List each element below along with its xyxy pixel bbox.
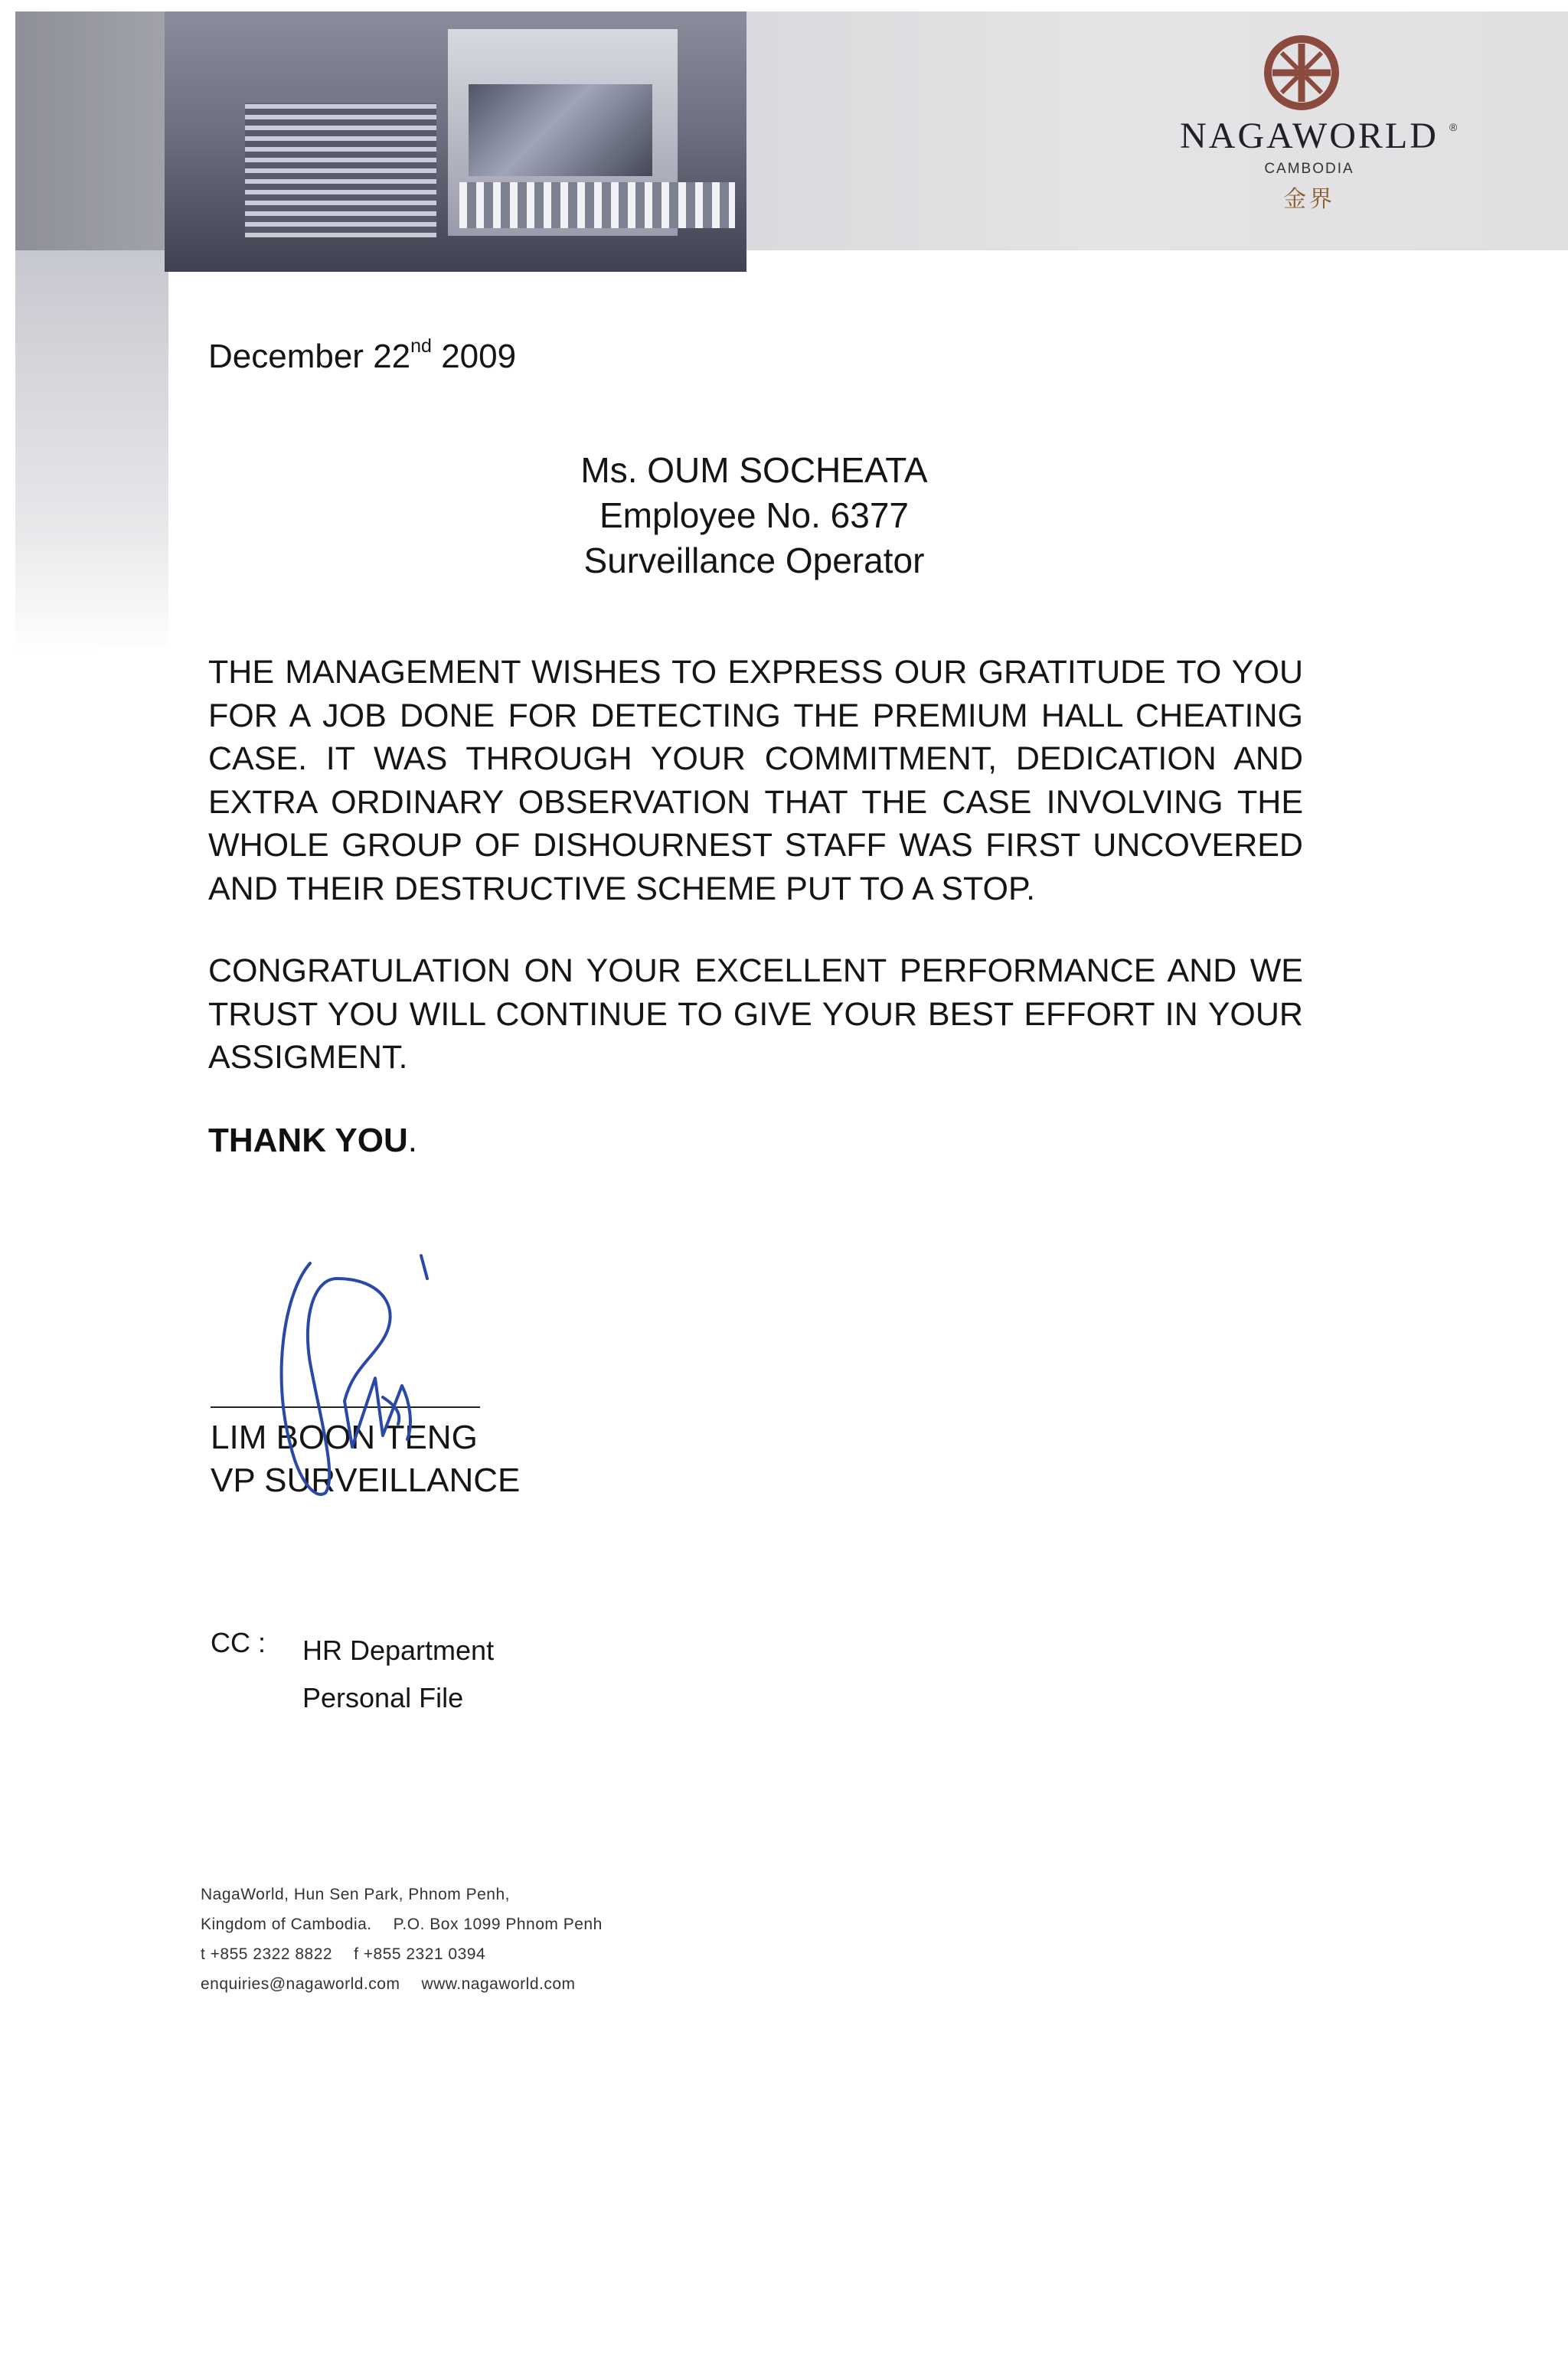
footer-website-link[interactable]: www.nagaworld.com — [421, 1975, 576, 1993]
paragraph-line: CASE. IT WAS THROUGH YOUR COMMITMENT, DEDICATION AND — [208, 740, 1303, 777]
recipient-block — [452, 448, 1057, 583]
paragraph-line: FOR A JOB DONE FOR DETECTING THE PREMIUM HALL CHEATING — [208, 697, 1303, 734]
brand-subtitle: CAMBODIA — [1264, 161, 1354, 177]
body-paragraph-2 — [208, 949, 1303, 1080]
letter-date — [208, 335, 516, 376]
paragraph-line: THE MANAGEMENT WISHES TO EXPRESS OUR GRATITUDE TO YOU — [208, 654, 1303, 691]
footer-address-line — [201, 1909, 603, 1939]
brand-chinese-name: 金界 — [1283, 187, 1335, 212]
footer-telephone: t +855 2322 8822 — [201, 1945, 333, 1963]
cc-recipients — [302, 1627, 494, 1722]
recipient-position: Surveillance Operator — [583, 541, 925, 580]
closing-thank-you: THANK YOU — [208, 1122, 408, 1159]
footer-web-line — [201, 1969, 603, 1999]
paragraph-line: CONGRATULATION ON YOUR EXCELLENT PERFORMANCE AND WE — [208, 952, 1303, 989]
nagaworld-logo-icon — [1263, 34, 1340, 111]
body-paragraph-1 — [208, 651, 1303, 910]
paragraph-line: TRUST YOU WILL CONTINUE TO GIVE YOUR BEST EFFORT IN YOUR — [208, 995, 1303, 1033]
date-ordinal: nd — [410, 335, 432, 357]
footer-fax: f +855 2321 0394 — [354, 1945, 486, 1963]
footer-po-box: P.O. Box 1099 Phnom Penh — [393, 1916, 603, 1933]
footer-email-link[interactable]: enquiries@nagaworld.com — [201, 1975, 400, 1993]
signer-title: VP SURVEILLANCE — [211, 1462, 521, 1499]
footer-address-line: NagaWorld, Hun Sen Park, Phnom Penh, — [201, 1886, 510, 1903]
date-year: 2009 — [441, 338, 517, 375]
hotel-building-image — [245, 103, 436, 237]
closing-period: . — [407, 1122, 417, 1159]
footer-country: Kingdom of Cambodia. — [201, 1916, 372, 1933]
paragraph-line: AND THEIR DESTRUCTIVE SCHEME PUT TO A STOP. — [208, 870, 1036, 907]
handwritten-signature — [268, 1248, 452, 1508]
cc-recipient: HR Department — [302, 1635, 495, 1666]
paragraph-line: WHOLE GROUP OF DISHOURNEST STAFF WAS FIRST UNCOVERED — [208, 827, 1303, 864]
date-day: December 22 — [208, 338, 411, 375]
registered-mark: ® — [1449, 121, 1458, 133]
paragraph-line: ASSIGMENT. — [208, 1039, 408, 1076]
cc-label: CC : — [211, 1627, 266, 1658]
cc-recipient: Personal File — [302, 1682, 464, 1713]
billboard-image — [469, 84, 652, 176]
signer-name: LIM BOON TENG — [211, 1419, 478, 1456]
recipient-name: Ms. OUM SOCHEATA — [580, 450, 928, 490]
footer-contact-line — [201, 1939, 603, 1969]
recipient-employee-number: Employee No. 6377 — [599, 495, 910, 535]
brand-name: NAGAWORLD — [1180, 116, 1439, 156]
building-lights-image — [459, 182, 735, 228]
letterhead-side-cutout — [93, 647, 168, 1030]
letterhead-footer — [201, 1880, 603, 1999]
closing-text — [208, 1122, 417, 1160]
paragraph-line: EXTRA ORDINARY OBSERVATION THAT THE CASE INVOLVING THE — [208, 783, 1303, 821]
